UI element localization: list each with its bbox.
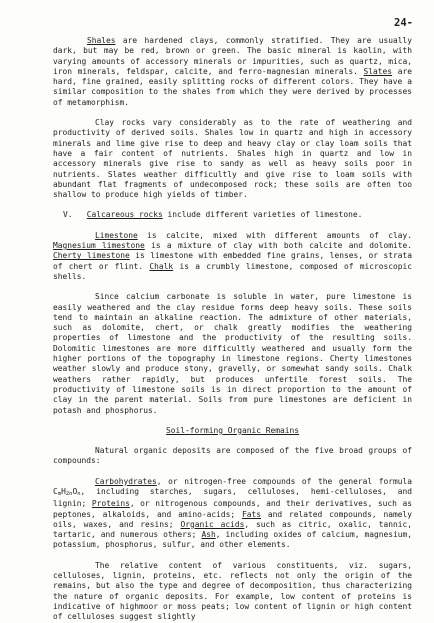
term-shales: Shales <box>87 36 116 45</box>
section-heading-organic-remains: Soil-forming Organic Remains <box>165 425 300 435</box>
paragraph-compound-groups: Carbohydrates, or nitrogen-free compounds of the general formula $C_mH_{2n}O_n$, including starches, sugars, celluloses, hemi-celluloses, and lignin; Proteins, or nitrogenous compounds, and their derivatives, such as peptones, alkaloids, and amino-acids; Fats and related compounds, namely oils, waxes, and resins; Organic acids, such as citric, oxalic, tannic, tartaric, and numerous others; Ash, including oxides of calcium, magnesium, potassium, phosphorus, sulfur, and other elements. <box>53 476 413 550</box>
term-limestone: Limestone <box>95 230 138 240</box>
paragraph-clay-rocks: Clay rocks vary considerably as to the rate of weathering and productivity of derived soils. Shales low in quartz and high in accessory minerals and lime give rise to deep and heavy clay or clay loam soils that have a fair content of nutrients. Shales high in quartz and low in accessory minerals give rise to sandy as well as heavy soils poor in nutrients. Slates weather difficultly and give rise to loam soils with abundant flat fragments of undecomposed rock; these soils are often too shallow to produce high yields of timber. <box>53 118 412 200</box>
term-fats: Fats <box>241 509 261 519</box>
term-ash: Ash <box>201 530 216 540</box>
paragraph-natural-organic: Natural organic deposits are composed of the five broad groups of compounds: <box>53 446 412 466</box>
term-proteins: Proteins <box>91 499 130 509</box>
term-calcareous-rocks: Calcareous rocks <box>86 210 163 220</box>
paragraph-limestone: Limestone is calcite, mixed with different amounts of clay. Magnesium limestone is a mixture of clay with both calcite and dolomite. Cherty limestone is limestone with embedded fine grains, lenses, or strata of chert or flint. Chalk is a crumbly limestone, composed of microscopic shells. <box>53 230 413 281</box>
term-magnesium-limestone: Magnesium limestone <box>53 241 145 251</box>
term-carbohydrates: Carbohydrates <box>95 476 157 486</box>
paragraph-relative-content: The relative content of various constituents, viz. sugars, celluloses, lignin, proteins, etc. reflects not only the origin of the remains, but also the type and degree of decomposition, thus characterizing the nature of organic deposits. For example, low content of proteins is indicative of highmoor or moss peats; low content of lignin or high content of celluloses suggest slightly <box>53 560 412 622</box>
paragraph-shales: Shales are hardened clays, commonly stratified. They are usually dark, but may be red, brown or green. The basic mineral is kaolin, with varying amounts of accessory minerals or impurities, such as quartz, mica, iron minerals, feldspar, calcite, and ferro-magnesian minerals. Slates are hard, fine grained, easily splitting rocks of different colors. They have a similar composition to the shales from which they were derived by processes of metamorphism. <box>53 36 412 107</box>
page-number: 24- <box>394 17 413 29</box>
term-cherty-limestone: Cherty limestone <box>53 251 130 261</box>
term-slates: Slates <box>363 66 393 76</box>
section-v-heading: V. Calcareous rocks include different varieties of limestone. <box>63 210 363 220</box>
paragraph-calcium-carbonate: Since calcium carbonate is soluble in water, pure limestone is easily weathered and the clay residue forms deep heavy soils. These soils tend to maintain an alkaline reaction. The admixture of other materials, such as dolomite, chert, or chalk greatly modifies the weathering properties of limestone and the productivity of the resulting soils. Dolomitic limestones are more difficultly weathered and usually form the higher portions of the topography in limestone regions. Cherty limestones weather slowly and produce stony, gravelly, or somewhat sandy soils. Chalk weathers rather rapidly, but produces unfertile forest soils. The productivity of limestone soils is in direct proportion to the amount of clay in the parent material. Soils from pure limestones are deficient in potash and phosphorus. <box>53 292 412 415</box>
term-organic-acids: Organic acids <box>180 519 245 529</box>
term-chalk: Chalk <box>149 261 174 271</box>
